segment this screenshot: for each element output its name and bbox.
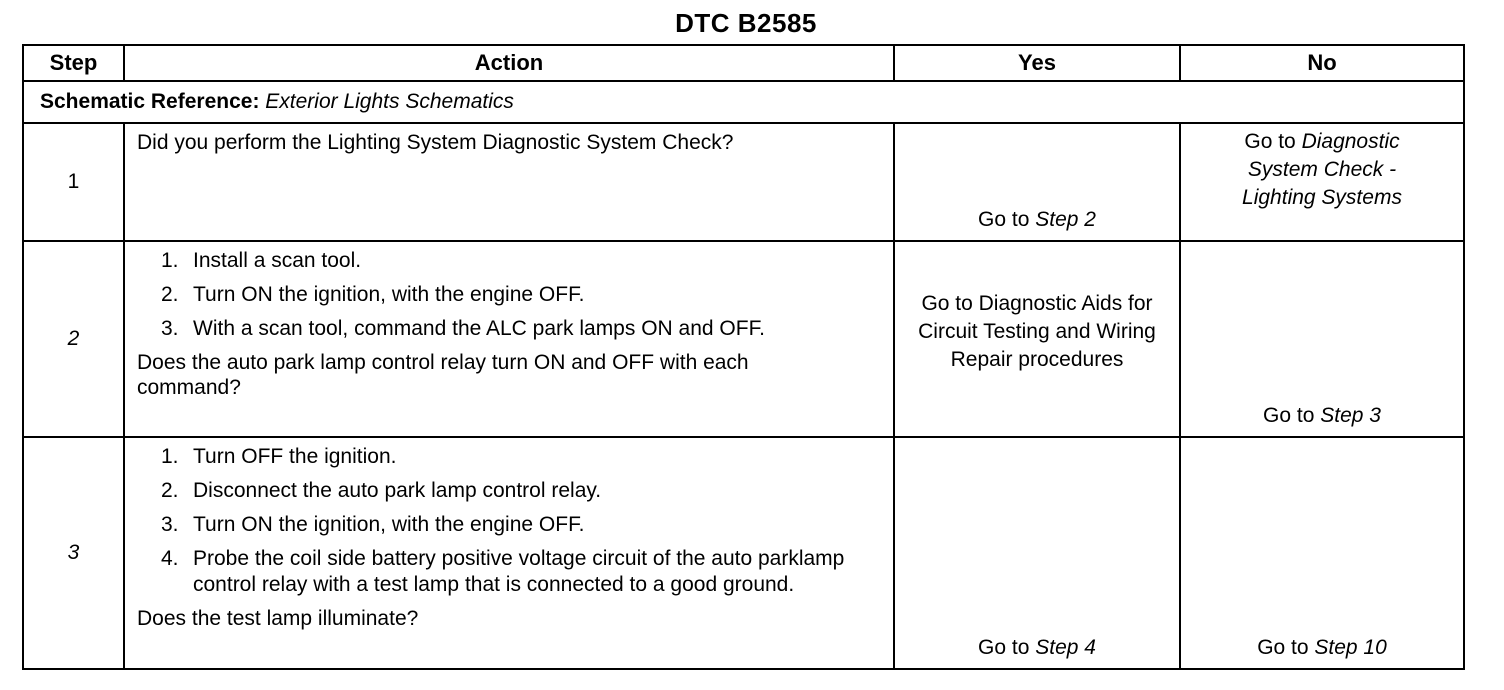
page-title: DTC B2585 [675, 8, 817, 38]
no-goto [1181, 636, 1463, 660]
list-item: 3. Turn ON the ignition, with the engine OFF. [161, 513, 585, 536]
goto-prefix: Go to [1244, 130, 1302, 153]
no-goto [1181, 404, 1463, 428]
step-number: 1 [23, 123, 124, 241]
goto-prefix: Go to [1257, 636, 1315, 659]
step-number [23, 241, 124, 437]
action-question: Does the auto park lamp control relay turn ON and OFF with each command? [137, 351, 749, 399]
list-item: 2. Disconnect the auto park lamp control relay. [161, 479, 602, 502]
header-yes: Yes [894, 45, 1180, 81]
action-cell [124, 241, 894, 437]
list-item-text: Disconnect the auto park lamp control relay. [193, 479, 602, 502]
schematic-link[interactable]: Exterior Lights Schematics [265, 90, 514, 113]
table-row [23, 437, 1464, 669]
list-item-text: Turn OFF the ignition. [193, 445, 397, 468]
yes-cell [894, 241, 1180, 437]
table-row [23, 241, 1464, 437]
action-question: Does the test lamp illuminate? [137, 607, 419, 630]
table-row [23, 123, 1464, 241]
list-item: 4. Probe the coil side battery positive voltage circuit of the auto parklamp control relay with a test lamp that is connected to a good ground. [161, 547, 845, 596]
action-cell [124, 437, 894, 669]
header-no: No [1180, 45, 1464, 81]
no-cell [1180, 241, 1464, 437]
yes-cell [894, 123, 1180, 241]
yes-goto [895, 208, 1179, 232]
no-cell [1180, 437, 1464, 669]
list-item-text: Install a scan tool. [193, 249, 362, 272]
yes-goto: Go to Diagnostic Aids for Circuit Testing and Wiring Repair procedures [918, 292, 1156, 371]
step-list [137, 444, 883, 598]
goto-prefix: Go to [1263, 404, 1321, 427]
step-number-text: 3 [67, 541, 80, 564]
list-item: 1. Install a scan tool. [161, 249, 362, 272]
goto-link[interactable]: Step 3 [1320, 404, 1381, 427]
list-item-text: Turn ON the ignition, with the engine OFF. [193, 283, 585, 306]
list-item-text: With a scan tool, command the ALC park lamps ON and OFF. [193, 317, 765, 340]
no-cell [1180, 123, 1464, 241]
action-question: Did you perform the Lighting System Diagnostic System Check? [137, 131, 734, 154]
goto-link[interactable]: Step 2 [1035, 208, 1096, 231]
schematic-row [23, 81, 1464, 123]
step-number-text: 2 [67, 327, 80, 350]
list-item-text: Probe the coil side battery positive voltage circuit of the auto parklamp control relay with a test lamp that is connected to a good ground. [193, 547, 845, 596]
list-item: 2. Turn ON the ignition, with the engine OFF. [161, 283, 585, 306]
action-cell [124, 123, 894, 241]
step-number [23, 437, 124, 669]
step-list [137, 248, 883, 342]
goto-link[interactable]: Diagnostic System Check - Lighting Systems [1242, 130, 1402, 209]
list-item: 3. With a scan tool, command the ALC park lamps ON and OFF. [161, 317, 765, 340]
header-action: Action [124, 45, 894, 81]
yes-cell [894, 437, 1180, 669]
header-row [23, 45, 1464, 81]
goto-prefix: Go to [978, 208, 1036, 231]
diagnostic-table [22, 44, 1465, 670]
list-item: 1. Turn OFF the ignition. [161, 445, 397, 468]
schematic-label: Schematic Reference: [40, 90, 260, 113]
header-step: Step [23, 45, 124, 81]
goto-prefix: Go to [978, 636, 1036, 659]
schematic-reference [23, 81, 1464, 123]
no-goto [1181, 128, 1463, 212]
yes-goto [895, 636, 1179, 660]
goto-link[interactable]: Step 10 [1314, 636, 1387, 659]
goto-link[interactable]: Step 4 [1035, 636, 1096, 659]
list-item-text: Turn ON the ignition, with the engine OFF. [193, 513, 585, 536]
